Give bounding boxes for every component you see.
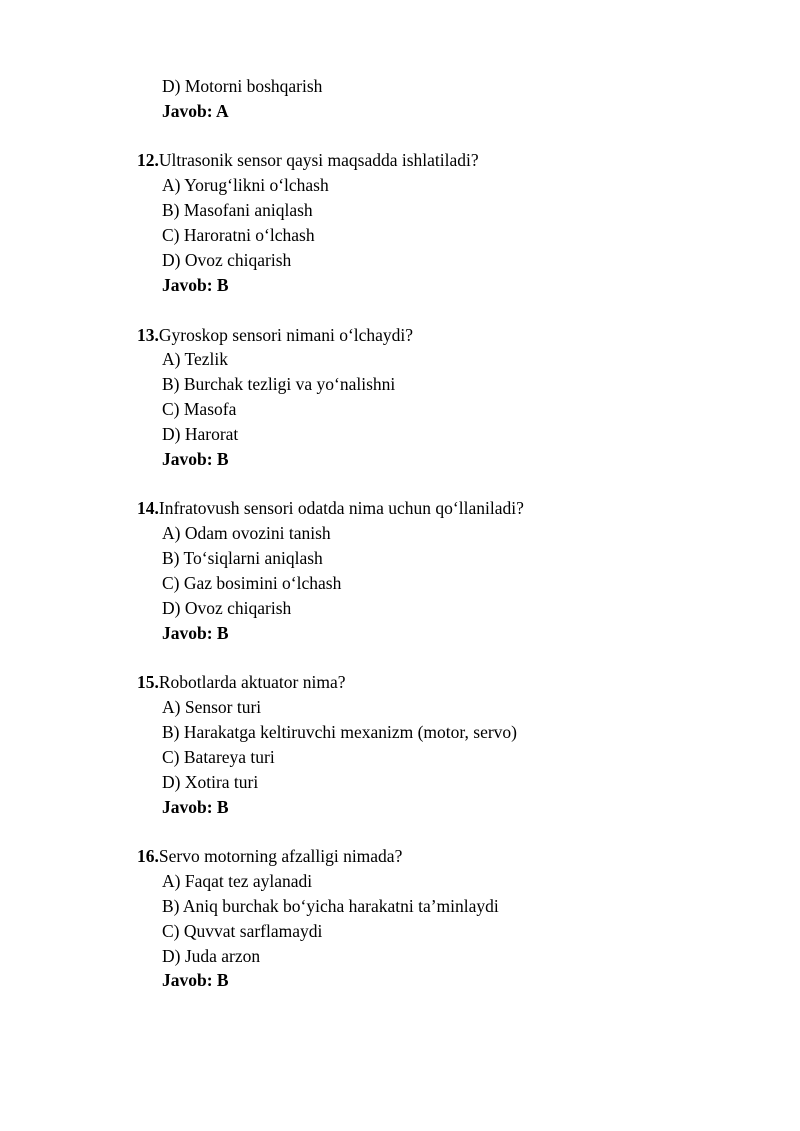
option-b: B) Harakatga keltiruvchi mexanizm (motor, servo) (162, 722, 518, 742)
option-b: B) Masofani aniqlash (162, 200, 313, 220)
option-a: A) Faqat tez aylanadi (162, 871, 313, 891)
option-d: D) Juda arzon (162, 946, 261, 966)
option-a: A) Sensor turi (162, 697, 262, 717)
question-text: Ultrasonik sensor qaysi maqsadda ishlatiladi? (158, 150, 479, 170)
answer: Javob: B (162, 275, 229, 295)
option-c: C) Haroratni o‘lchash (162, 225, 315, 245)
question-13 (137, 323, 413, 347)
option-c: C) Batareya turi (162, 747, 275, 767)
option-d: D) Ovoz chiqarish (162, 598, 292, 618)
question-14 (137, 496, 524, 520)
option-d: D) Xotira turi (162, 772, 259, 792)
question-number: 16. (137, 846, 159, 866)
question-15 (137, 670, 345, 694)
option-a: A) Tezlik (162, 349, 229, 369)
answer: Javob: B (162, 797, 229, 817)
option-d: D) Harorat (162, 424, 239, 444)
question-number: 13. (137, 325, 159, 345)
question-text: Robotlarda aktuator nima? (158, 672, 346, 692)
option-b: B) To‘siqlarni aniqlash (162, 548, 323, 568)
option-c: C) Masofa (162, 399, 237, 419)
question-16 (137, 844, 402, 868)
option-b: B) Burchak tezligi va yo‘nalishni (162, 374, 396, 394)
answer: Javob: B (162, 623, 229, 643)
option-b: B) Aniq burchak bo‘yicha harakatni ta’minlaydi (162, 896, 499, 916)
option-c: C) Quvvat sarflamaydi (162, 921, 323, 941)
question-12 (137, 148, 479, 172)
option-c: C) Gaz bosimini o‘lchash (162, 573, 342, 593)
answer: Javob: B (162, 970, 229, 990)
carryover-option-d: D) Motorni boshqarish (162, 76, 323, 96)
question-number: 12. (137, 150, 159, 170)
option-a: A) Yorug‘likni o‘lchash (162, 175, 329, 195)
question-text: Servo motorning afzalligi nimada? (158, 846, 403, 866)
option-d: D) Ovoz chiqarish (162, 250, 292, 270)
answer: Javob: B (162, 449, 229, 469)
question-text: Gyroskop sensori nimani o‘lchaydi? (158, 325, 414, 345)
question-text: Infratovush sensori odatda nima uchun qo‘llaniladi? (158, 498, 524, 518)
option-a: A) Odam ovozini tanish (162, 523, 331, 543)
carryover-answer: Javob: A (162, 101, 229, 121)
question-number: 15. (137, 672, 159, 692)
question-number: 14. (137, 498, 159, 518)
